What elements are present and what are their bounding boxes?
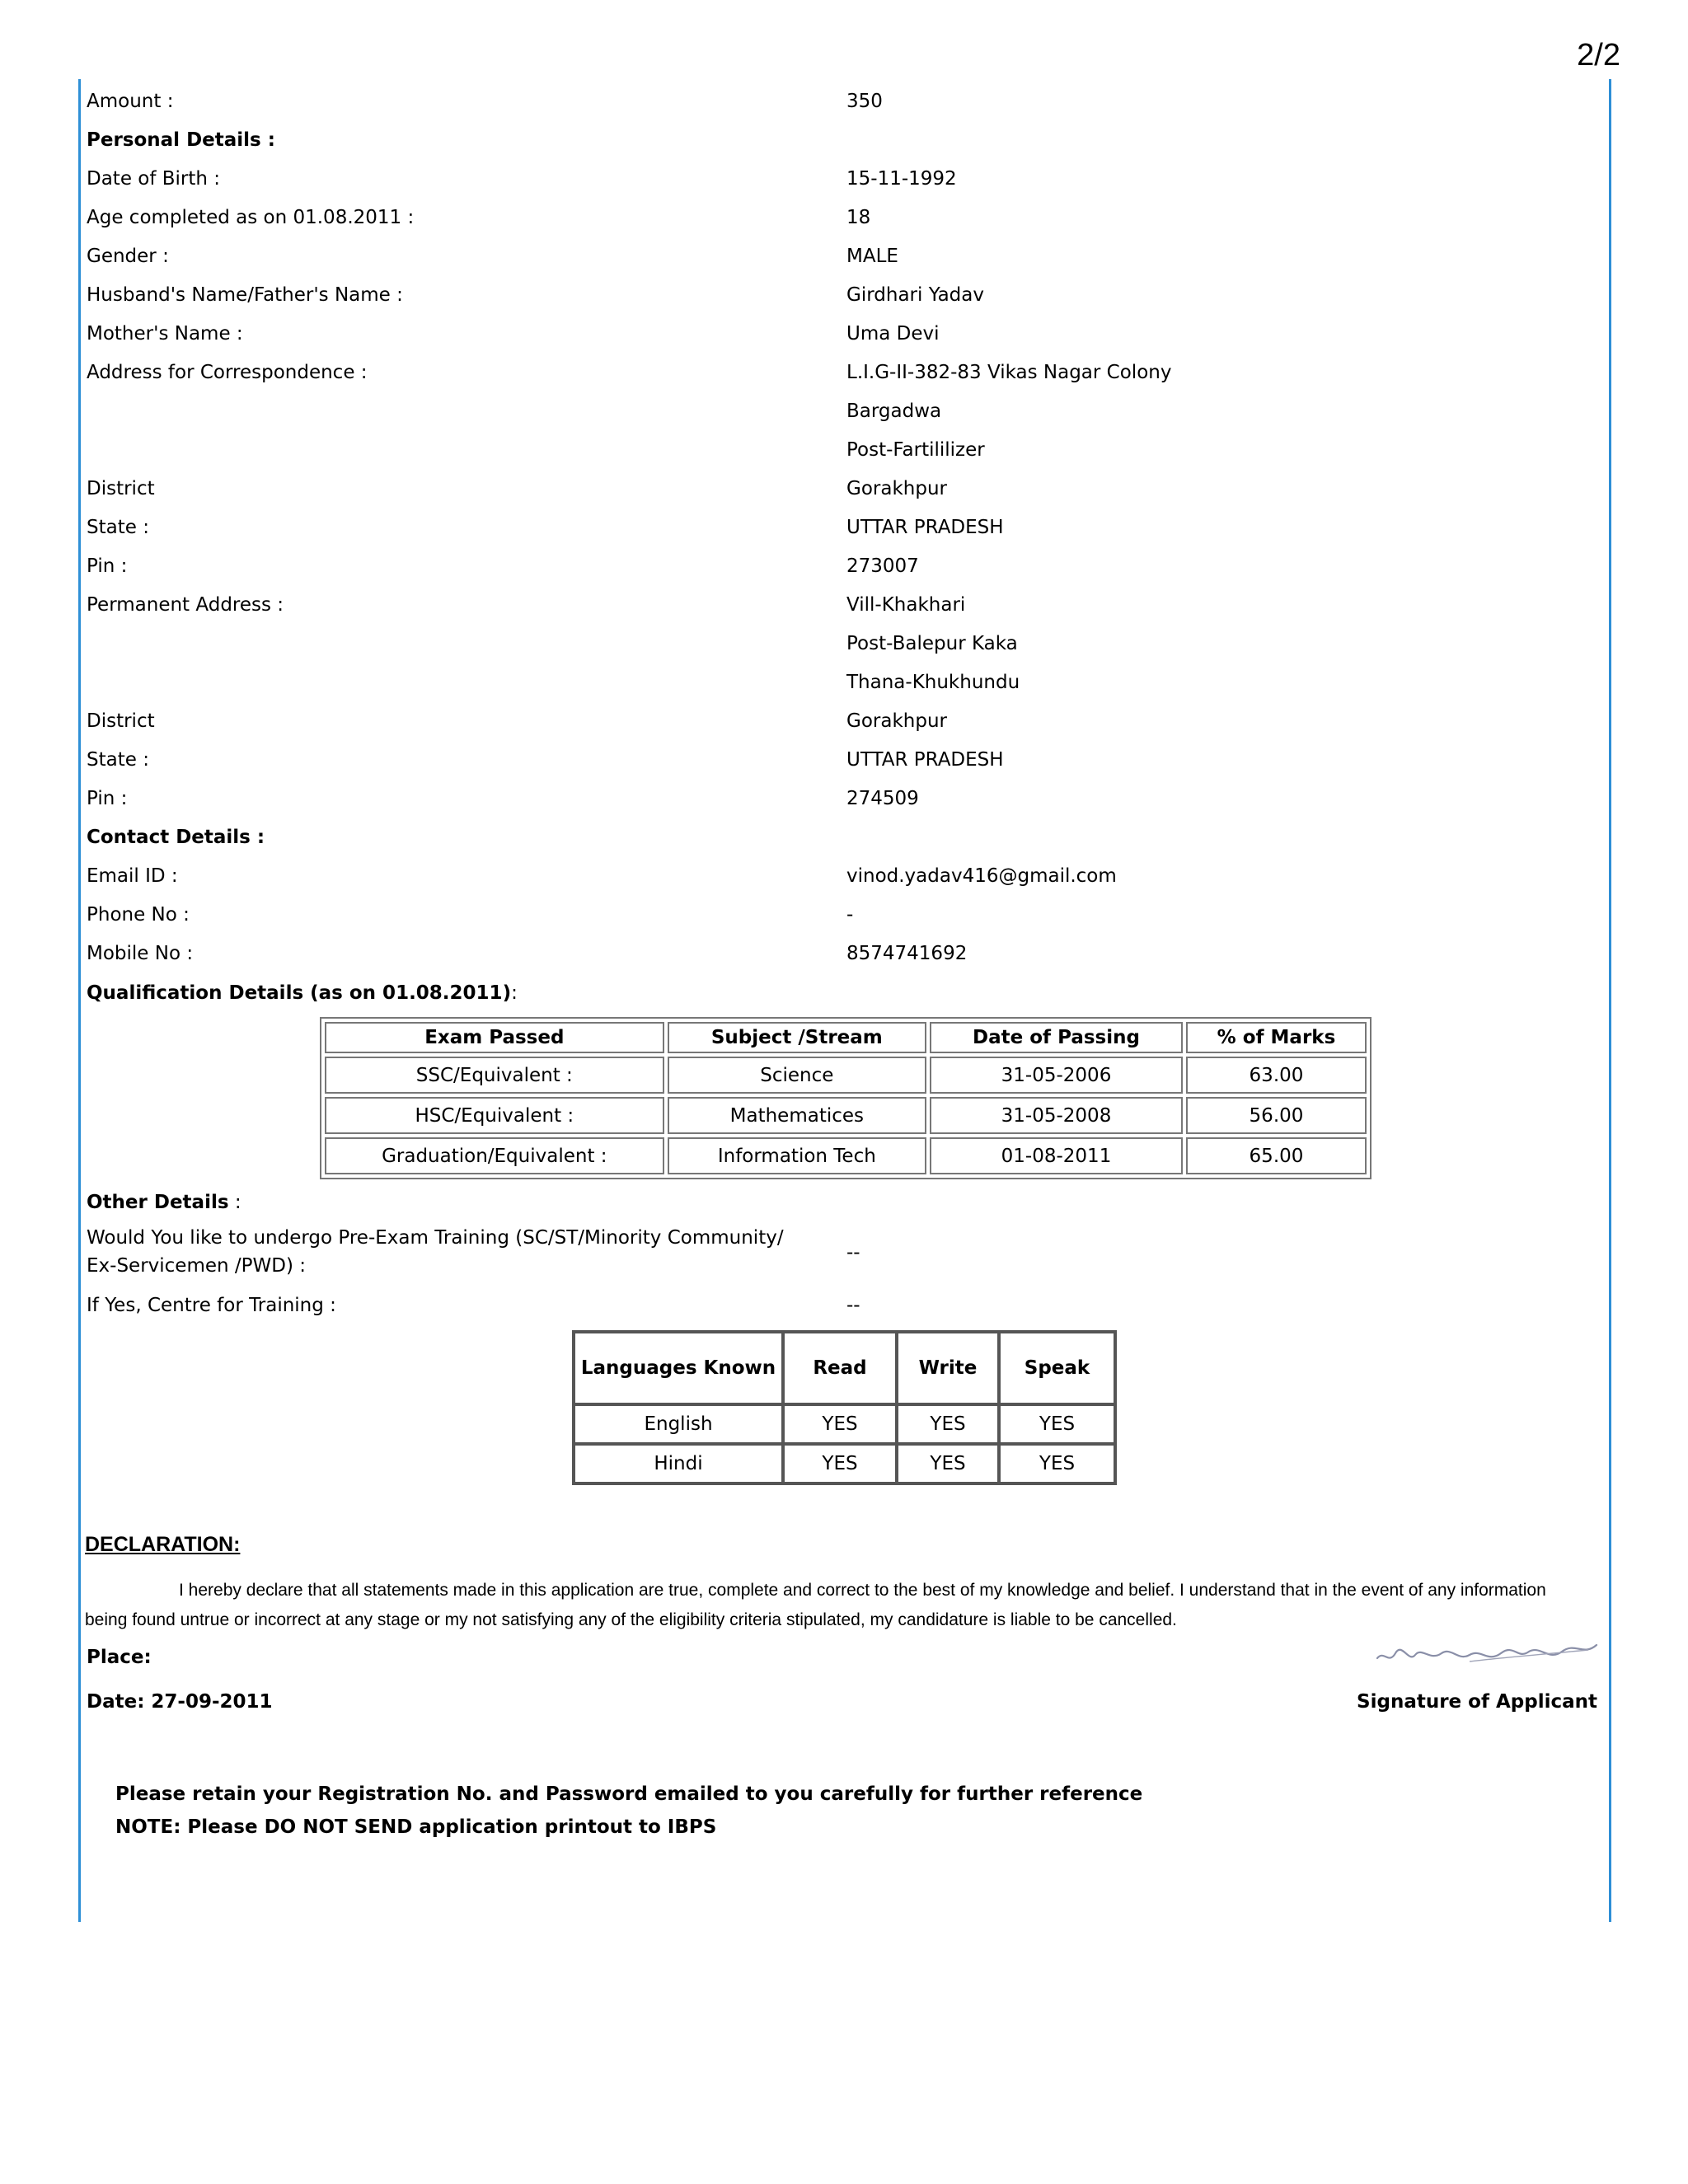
detail-value: Bargadwa: [846, 401, 942, 422]
detail-label: State :: [87, 749, 149, 771]
detail-value: Girdhari Yadav: [846, 284, 984, 306]
detail-value: Gorakhpur: [846, 710, 947, 732]
training-centre-label: If Yes, Centre for Training :: [87, 1295, 336, 1316]
detail-value: Vill-Khakhari: [846, 594, 966, 616]
marks-cell: 65.00: [1186, 1137, 1367, 1174]
date-cell: 31-05-2006: [930, 1057, 1183, 1094]
pre-exam-training-value: --: [846, 1242, 860, 1263]
table-row: [574, 1444, 1115, 1483]
table-row: [574, 1404, 1115, 1444]
detail-value: Uma Devi: [846, 323, 940, 344]
detail-label: Gender :: [87, 246, 169, 267]
detail-value: L.I.G-II-382-83 Vikas Nagar Colony: [846, 362, 1172, 383]
detail-label: Amount :: [87, 91, 174, 112]
detail-row: [87, 896, 1603, 935]
detail-row: [87, 237, 1603, 276]
detail-label: Email ID :: [87, 865, 178, 887]
detail-value: UTTAR PRADESH: [846, 517, 1004, 538]
write-cell: YES: [897, 1404, 999, 1444]
table-row: [325, 1057, 1367, 1094]
header-subject-stream: Subject /Stream: [668, 1022, 926, 1053]
signature-label: Signature of Applicant: [1357, 1691, 1597, 1713]
detail-row: [87, 354, 1603, 392]
languages-table: [572, 1330, 1117, 1485]
detail-row: [87, 276, 1603, 315]
detail-value: 15-11-1992: [846, 168, 957, 190]
detail-value: vinod.yadav416@gmail.com: [846, 865, 1117, 887]
detail-label: Pin :: [87, 788, 128, 809]
detail-value: 350: [846, 91, 883, 112]
date-cell: 31-05-2008: [930, 1097, 1183, 1134]
do-not-send-note: NOTE: Please DO NOT SEND application printout to IBPS: [115, 1816, 717, 1838]
detail-label: Phone No :: [87, 904, 190, 926]
detail-label: Date of Birth :: [87, 168, 221, 190]
applicant-signature: [1372, 1633, 1603, 1673]
subject-cell: Information Tech: [668, 1137, 926, 1174]
detail-value: 18: [846, 207, 871, 228]
detail-row: [87, 315, 1603, 354]
detail-label: District: [87, 710, 155, 732]
header-read: Read: [783, 1332, 897, 1404]
detail-row: [87, 470, 1603, 509]
detail-label: Contact Details :: [87, 827, 265, 848]
detail-row: [87, 82, 1603, 121]
qualification-header-row: [325, 1022, 1367, 1053]
detail-value: Thana-Khukhundu: [846, 672, 1020, 693]
write-cell: YES: [897, 1444, 999, 1483]
left-border-line: [78, 79, 81, 1922]
marks-cell: 56.00: [1186, 1097, 1367, 1134]
subject-cell: Science: [668, 1057, 926, 1094]
detail-row: [87, 199, 1603, 237]
detail-label: Husband's Name/Father's Name :: [87, 284, 403, 306]
detail-value: MALE: [846, 246, 898, 267]
speak-cell: YES: [999, 1444, 1115, 1483]
detail-row: [87, 663, 1603, 702]
header-speak: Speak: [999, 1332, 1115, 1404]
detail-label: Personal Details :: [87, 129, 275, 151]
speak-cell: YES: [999, 1404, 1115, 1444]
detail-label: District: [87, 478, 155, 499]
detail-value: Post-Balepur Kaka: [846, 633, 1018, 654]
qualification-heading: Qualification Details (as on 01.08.2011):: [87, 982, 518, 1004]
detail-row: [87, 741, 1603, 780]
declaration-text: I hereby declare that all statements made in this application are true, complete and correct to the best of my knowledge and belief. I understand that in the event of any information being found untrue or incorrect at any stage or my not satisfying any of the eligibility criteria stipulated, my candidature is liable to be cancelled.: [85, 1581, 1546, 1629]
date-cell: 01-08-2011: [930, 1137, 1183, 1174]
detail-row: [87, 392, 1603, 431]
detail-row: [87, 160, 1603, 199]
exam-passed-cell: Graduation/Equivalent :: [325, 1137, 664, 1174]
qualification-table: [320, 1017, 1372, 1179]
retain-notice: Please retain your Registration No. and Password emailed to you carefully for further reference: [115, 1783, 1143, 1805]
pre-exam-training-label: Would You like to undergo Pre-Exam Training (SC/ST/Minority Community/ Ex-Servicemen /PWD) :: [87, 1227, 784, 1277]
other-details-heading: Other Details :: [87, 1192, 241, 1213]
detail-value: 274509: [846, 788, 919, 809]
declaration-heading: DECLARATION:: [85, 1533, 241, 1556]
detail-row: [87, 431, 1603, 470]
read-cell: YES: [783, 1444, 897, 1483]
detail-row: [87, 509, 1603, 547]
page-number: 2/2: [1577, 38, 1620, 73]
detail-label: Address for Correspondence :: [87, 362, 368, 383]
detail-value: 8574741692: [846, 943, 968, 964]
detail-row: [87, 935, 1603, 973]
detail-label: Mobile No :: [87, 943, 194, 964]
subject-cell: Mathematices: [668, 1097, 926, 1134]
section-heading: [87, 121, 1603, 160]
training-centre-value: --: [846, 1295, 860, 1316]
detail-value: Gorakhpur: [846, 478, 947, 499]
header-write: Write: [897, 1332, 999, 1404]
declaration-date: Date: 27-09-2011: [87, 1691, 273, 1713]
header-percent-marks: % of Marks: [1186, 1022, 1367, 1053]
marks-cell: 63.00: [1186, 1057, 1367, 1094]
table-row: [325, 1097, 1367, 1134]
detail-row: [87, 586, 1603, 625]
right-border-line: [1609, 79, 1611, 1922]
detail-value: UTTAR PRADESH: [846, 749, 1004, 771]
exam-passed-cell: SSC/Equivalent :: [325, 1057, 664, 1094]
detail-value: Post-Fartililizer: [846, 439, 985, 461]
section-heading: [87, 818, 1603, 857]
detail-row: [87, 547, 1603, 586]
table-row: [325, 1137, 1367, 1174]
details-list: [87, 82, 1603, 973]
exam-passed-cell: HSC/Equivalent :: [325, 1097, 664, 1134]
detail-row: [87, 702, 1603, 741]
header-exam-passed: Exam Passed: [325, 1022, 664, 1053]
language-cell: English: [574, 1404, 783, 1444]
detail-row: [87, 625, 1603, 663]
detail-row: [87, 780, 1603, 818]
header-languages-known: Languages Known: [574, 1332, 783, 1404]
detail-label: Pin :: [87, 555, 128, 577]
detail-label: Mother's Name :: [87, 323, 243, 344]
languages-header-row: [574, 1332, 1115, 1404]
header-date-of-passing: Date of Passing: [930, 1022, 1183, 1053]
detail-value: -: [846, 904, 854, 926]
language-cell: Hindi: [574, 1444, 783, 1483]
detail-label: Age completed as on 01.08.2011 :: [87, 207, 415, 228]
place-label: Place:: [87, 1647, 152, 1668]
detail-value: 273007: [846, 555, 919, 577]
detail-label: Permanent Address :: [87, 594, 284, 616]
detail-label: State :: [87, 517, 149, 538]
detail-row: [87, 857, 1603, 896]
read-cell: YES: [783, 1404, 897, 1444]
